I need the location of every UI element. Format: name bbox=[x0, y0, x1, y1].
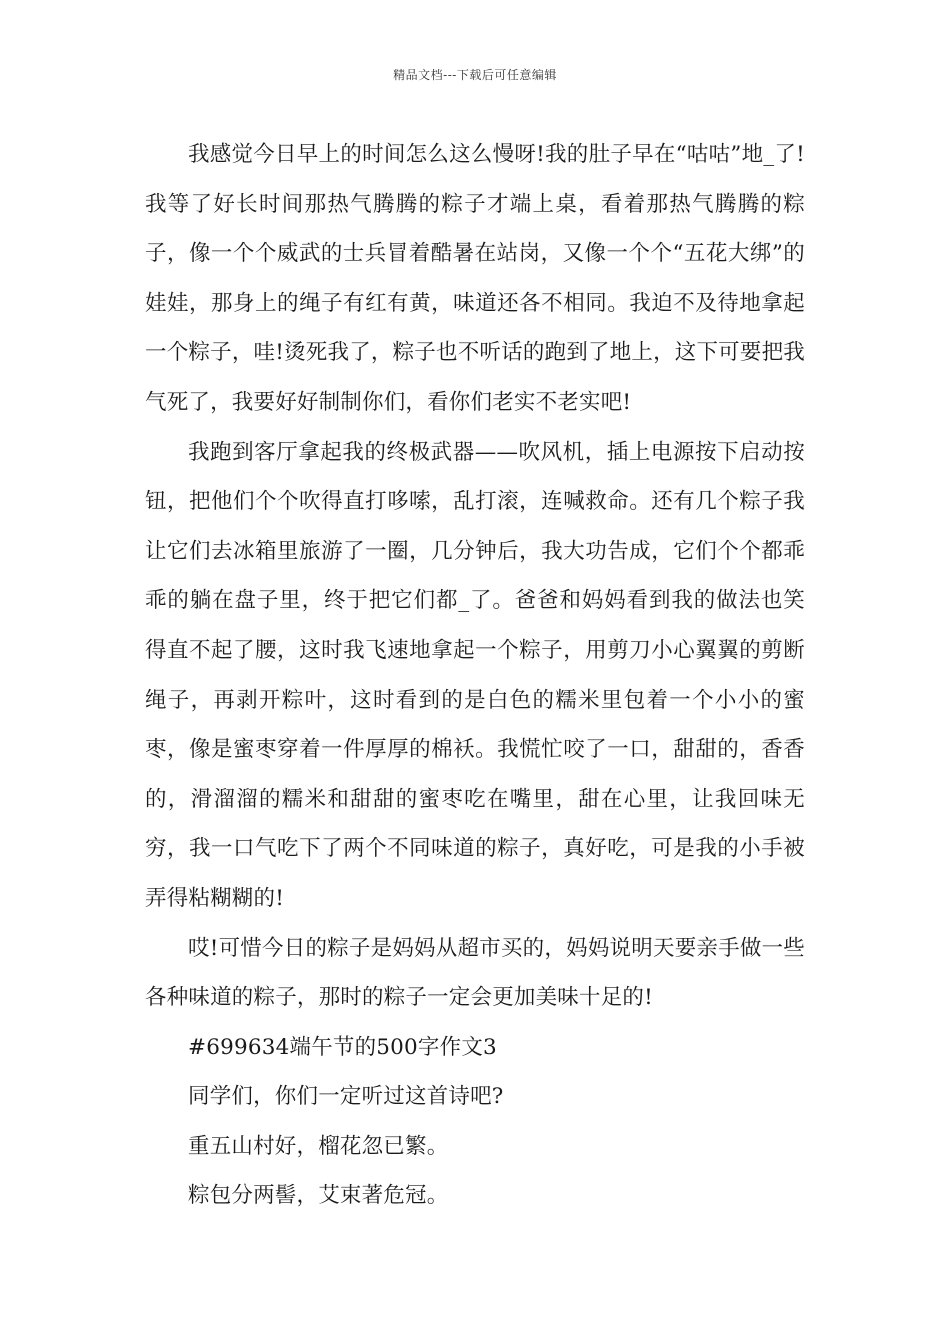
paragraph-1: 我感觉今日早上的时间怎么这么慢呀!我的肚子早在“咕咕”地_了!我等了好长时间那热气腾腾的粽子才端上桌，看着那热气腾腾的粽子，像一个个威武的士兵冒着酷暑在站岗，又像一个个“五花大绑”的娃娃，那身上的绳子有红有黄，味道还各不相同。我迫不及待地拿起一个粽子，哇!烫死我了，粽子也不听话的跑到了地上，这下可要把我气死了，我要好好制制你们，看你们老实不老实吧! bbox=[145, 142, 805, 415]
paragraph-3: 哎!可惜今日的粽子是妈妈从超市买的，妈妈说明天要亲手做一些各种味道的粽子，那时的粽子一定会更加美味十足的! bbox=[145, 935, 805, 1011]
essay-title-line: #699634端午节的500字作文3 bbox=[188, 1034, 497, 1060]
poem-line-2: 粽包分两髻，艾束著危冠。 bbox=[188, 1183, 449, 1209]
paragraph-2: 我跑到客厅拿起我的终极武器——吹风机，插上电源按下启动按钮，把他们个个吹得直打哆嗦，乱打滚，连喊救命。还有几个粽子我让它们去冰箱里旅游了一圈，几分钟后，我大功告成，它们个个都乖乖的躺在盘子里，终于把它们都_了。爸爸和妈妈看到我的做法也笑得直不起了腰，这时我飞速地拿起一个粽子，用剪刀小心翼翼的剪断绳子，再剥开粽叶，这时看到的是白色的糯米里包着一个小小的蜜枣，像是蜜枣穿着一件厚厚的棉袄。我慌忙咬了一口，甜甜的，香香的，滑溜溜的糯米和甜甜的蜜枣吃在嘴里，甜在心里，让我回味无穷，我一口气吃下了两个不同味道的粽子，真好吃，可是我的小手被弄得粘糊糊的! bbox=[145, 439, 805, 911]
poem-line-1: 重五山村好，榴花忽已繁。 bbox=[188, 1133, 449, 1159]
paragraph-intro: 同学们，你们一定听过这首诗吧? bbox=[188, 1084, 504, 1110]
document-body bbox=[145, 130, 805, 1221]
page-header: 精品文档---下载后可任意编辑 bbox=[393, 68, 557, 82]
